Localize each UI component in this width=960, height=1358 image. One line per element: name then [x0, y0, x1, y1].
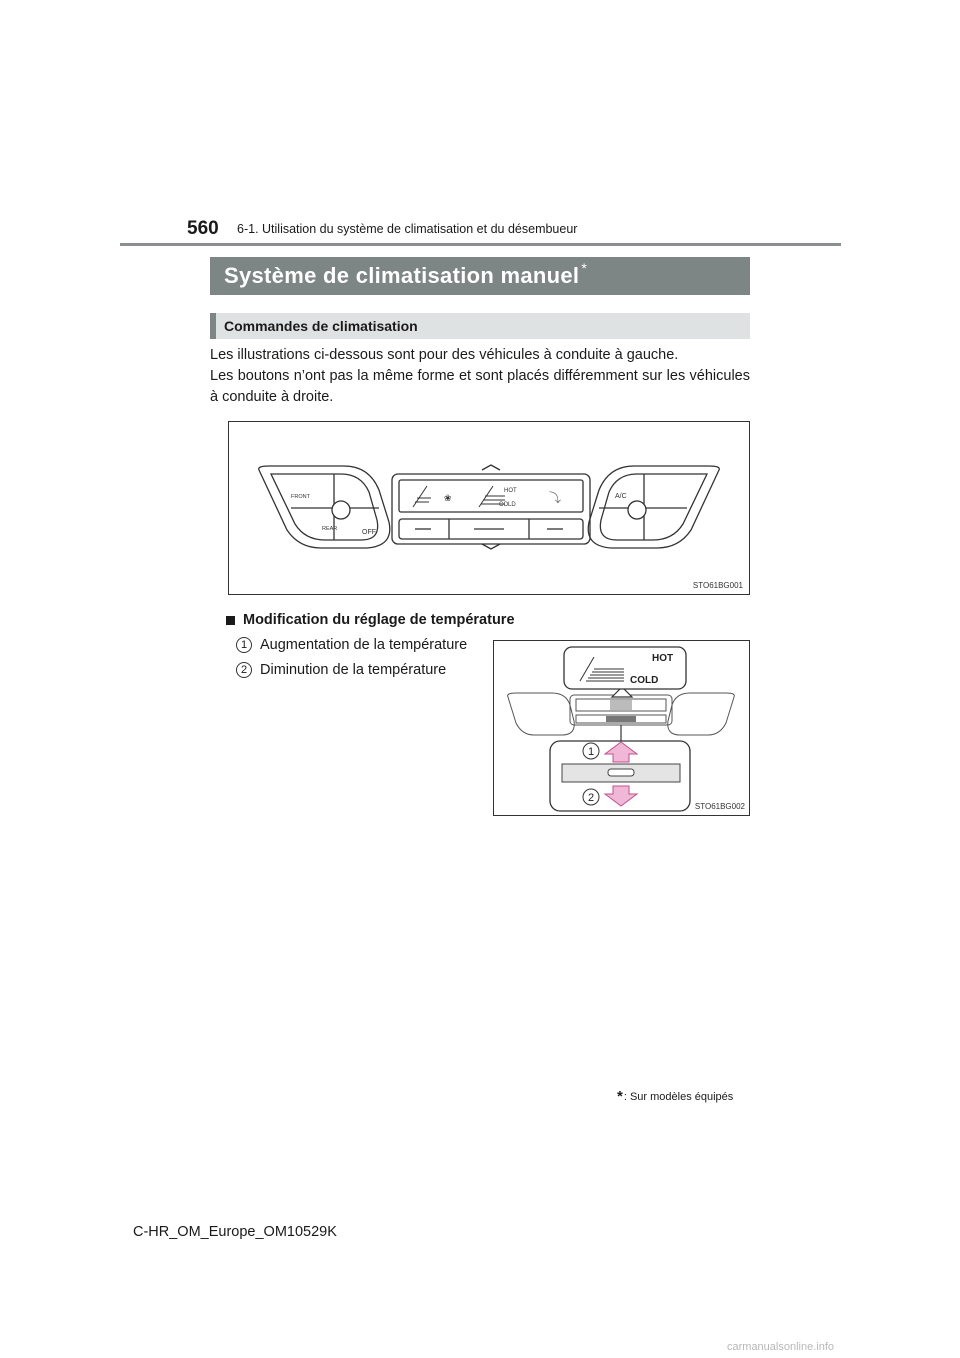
magnified-cold-label: COLD	[630, 675, 659, 686]
rear-defrost-label: REAR	[322, 526, 338, 532]
magnified-hot-label: HOT	[652, 653, 674, 664]
airflow-mode-icon: ⤵	[549, 491, 562, 505]
title-asterisk: *	[581, 260, 588, 276]
right-center-button	[628, 501, 646, 519]
document-code: C-HR_OM_Europe_OM10529K	[133, 1224, 337, 1240]
figure-callout-1: 1	[587, 746, 595, 758]
step-number-2: 2	[236, 662, 252, 678]
control-panel-illustration	[229, 422, 749, 594]
square-bullet-icon	[226, 616, 235, 625]
page-title-bar	[210, 257, 750, 295]
step-increase	[236, 637, 467, 653]
temperature-illustration	[494, 641, 749, 815]
display-panel	[392, 474, 590, 544]
footnote-text: : Sur modèles équipés	[623, 1090, 734, 1103]
figure-callout-2: 2	[587, 792, 595, 804]
figure1-code: STO61BG001	[692, 581, 743, 590]
display-cold-label: COLD	[499, 502, 516, 508]
page-title: Système de climatisation manuel	[224, 263, 580, 288]
intro-line-1: Les illustrations ci-dessous sont pour des véhicules à conduite à gauche.	[210, 347, 679, 363]
intro-text	[210, 345, 750, 408]
front-defrost-label: FRONT	[291, 494, 310, 500]
step-number-1: 1	[236, 637, 252, 653]
left-center-button	[332, 501, 350, 519]
fan-icon: ❀	[444, 493, 452, 503]
step-text-1: Augmentation de la température	[260, 637, 468, 653]
footnote-asterisk: *	[617, 1088, 623, 1105]
subsection-heading	[210, 313, 750, 339]
step-decrease	[236, 662, 446, 678]
watermark: carmanualsonline.info	[727, 1341, 835, 1353]
intro-line-2: Les boutons n’ont pas la même forme et sont placés différemment sur les véhicules à conduite à droite.	[210, 368, 750, 405]
figure2-code: STO61BG002	[694, 802, 745, 811]
section-header: 6-1. Utilisation du système de climatisation et du désembueur	[237, 222, 578, 236]
right-knob-outer	[588, 466, 719, 548]
temperature-heading	[226, 612, 515, 628]
temperature-figure	[493, 640, 750, 816]
page-number: 560	[187, 218, 219, 239]
footnote	[617, 1088, 733, 1105]
control-panel-figure	[228, 421, 750, 595]
off-label: OFF	[362, 529, 376, 536]
display-hot-label: HOT	[504, 488, 517, 494]
temperature-heading-text: Modification du réglage de température	[243, 612, 515, 628]
ac-label: A/C	[615, 493, 627, 500]
subsection-title: Commandes de climatisation	[224, 318, 418, 334]
header-divider	[120, 243, 841, 246]
step-text-2: Diminution de la température	[260, 662, 447, 678]
